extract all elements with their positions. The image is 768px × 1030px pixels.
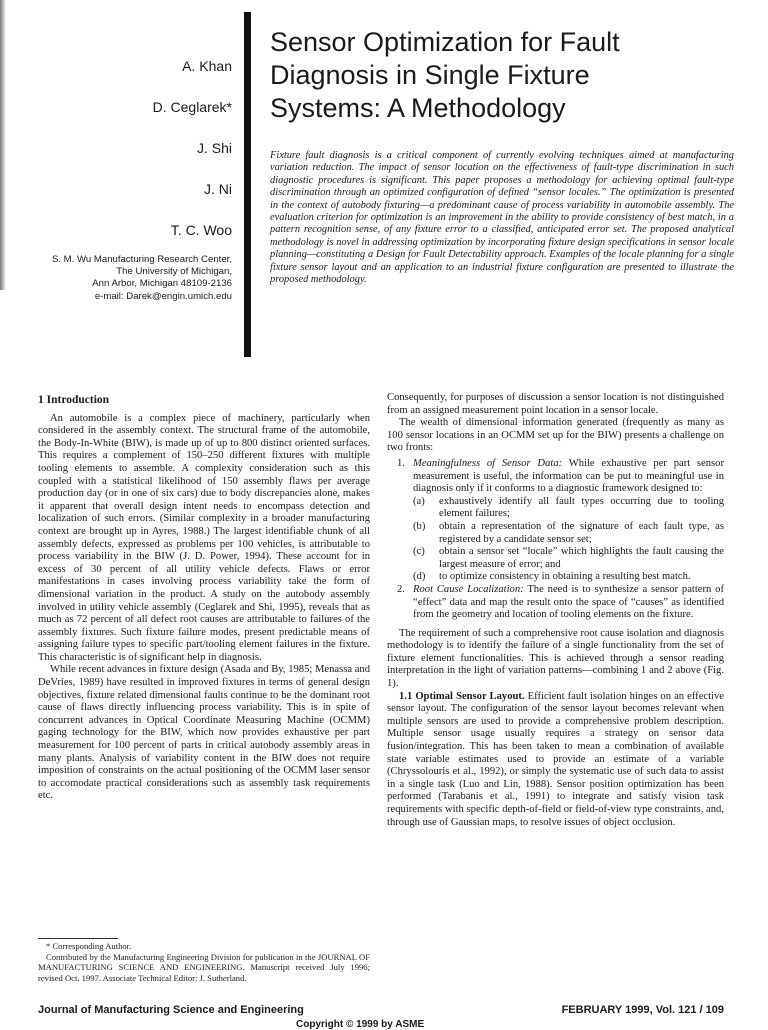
footnote-rule [38,938,118,939]
author-name: T. C. Woo [170,222,232,238]
affiliation-line: Ann Arbor, Michigan 48109-2136 [92,278,232,290]
list-number: 2. [397,583,405,595]
sub-list-number: (c) [413,546,425,558]
sub-list-item [413,546,724,571]
subsection-heading: 1.1 Optimal Sensor Layout. [399,690,525,702]
list-item [387,458,724,584]
title-line: Systems: A Methodology [270,93,566,123]
title-line: Diagnosis in Single Fixture [270,60,590,90]
paper-title [270,26,750,125]
list-item [387,584,724,622]
abstract: Fixture fault diagnosis is a critical component of currently evolving techniques aimed at manufacturing variation reduction. The impact of sensor location on the effectiveness of fault-type discrimination in such diagnostic procedures is significant. This paper proposes a methodology for achieving optimal fault-type discrimination through an optimized configuration of defined “sensor locales.” The optimization is presented in the context of autobody fixturing—a predominant cause of process variability in automobile assembly. The evaluation criterion for optimization is an improvement in the ability to provide consistency of best match, in a pattern recognition sense, of any fixture error to a classified, anticipated error set. The proposed analytical methodology is novel in addressing optimization by incorporating fixture design specifications in sensor locale planning—constituting a Design for Fault Detectability approach. Examples of the locale planning for a single fixture sensor layout and an application to an industrial fixture configuration are presented to illustrate the proposed methodology. [270,150,734,286]
copyright: Copyright © 1999 by ASME [296,1019,425,1030]
paragraph: While recent advances in fixture design (Asada and By, 1985; Menassa and DeVries, 1989) have resulted in improved fixtures in terms of general design objectives, fixture related dimensional faults continue to be the dominant root cause of flaws directly influencing process variability. This is in spite of concurrent advances in Optical Coordinate Measuring Machine (OCMM) gaging technology for the BIW, which now provides exhaustive per part measurement for 100 percent of parts in critical autobody assembly areas in many plants. Analysis of variability content in the BIW does not require imposition of constraints on the actual positioning of the OCMM laser sensor to accomodate practical considerations such as assembly task requirements etc. [38,664,370,802]
sub-list-number: (a) [413,495,425,507]
paragraph [387,691,724,830]
paragraph: An automobile is a complex piece of machinery, particularly when considered in the assembly context. The structural frame of the automobile, the Body-In-White (BIW), is made up of up to 800 distinct oriented surfaces. This requires a complement of 150–250 different fixtures with multiple tooling elements to assemble. A complexity consideration such as this coupled with a statistical likelihood of 150 assembly flaws per average production day (or in one of six cars) due to body discrepancies alone, makes it apparent that overall design intent needs to encompass detection and localization of such errors. (Similar complexity in a broader manufacturing context are brought up in Ayres, 1988.) The largest identifiable chunk of all assembly defects, expressed as problems per 100 vehicles, is attributable to process variability in the BIW (J. D. Power, 1994). These account for in excess of 30 percent of all utility vehicle defects. Flaws or error manifestations in cases involving process variability take the form of dimensional variation in the product. A study on the autobody assembly involved in utility vehicle assembly (Ceglarek and Shi, 1995), reveals that as much as 72 percent of all defect root causes are attributable to failures of the assembly fixtures. Such fixture failure modes, present predictable means of assigning failure types to specific part/tooling element failures in the fixture. This characteristic is of significant help in diagnosis. [38,412,370,663]
list-item-text: While exhaustive per part sensor measurement is useful, the information can be put to meaningful use in diagnosis only if it conforms to a diagnostic framework designed to: [413,457,724,495]
author-name: J. Shi [196,140,232,156]
paragraph: The requirement of such a comprehensive root cause isolation and diagnosis methodology is to identify the failure of a single functionality from the set of fixture element functionalities. This is achieved through a sensor reading interpretation in the light of variation patterns—combining 1 and 2 above (Fig. 1). [387,627,724,690]
title-line: Sensor Optimization for Fault [270,27,620,57]
affiliation-email: e-mail: Darek@engin.umich.edu [94,290,232,302]
scan-edge-shadow [0,0,6,290]
section-heading: 1 Introduction [38,394,110,406]
sub-list-item [413,521,724,546]
author-name: J. Ni [204,181,232,197]
list-item-title: Root Cause Localization: [413,583,524,595]
sub-list-text: exhaustively identify all fault types occurring due to tooling element failures; [439,495,724,520]
sub-list-text: to optimize consistency in obtaining a resulting best match. [439,571,691,583]
sub-list [413,496,724,584]
journal-name: Journal of Manufacturing Science and Engineering [38,1004,304,1016]
affiliation [52,254,232,303]
author-name: A. Khan [182,58,232,74]
author-name: D. Ceglarek* [152,99,232,115]
footnote-corresponding: * Corresponding Author. [46,941,132,951]
sub-list-number: (b) [413,520,426,532]
title-divider-bar [244,12,251,357]
list-item-title: Meaningfulness of Sensor Data: [413,457,563,469]
footnote-contributed: Contributed by the Manufacturing Engineering Division for publication in the JOURNAL OF MANUFACTURING SCIENCE AND ENGINEERING. Manuscript received July 1996; revised Oct. 1997. Associate Technical Editor: J. Sutherland. [38,951,370,983]
sub-list-item [413,496,724,521]
right-column [387,392,724,829]
list-item-text: The need is to synthesize a sensor pattern of “effect” data and map the result onto the space of “causes” as identified from the geometry and location of tooling elements on the fixture. [413,583,724,621]
numbered-list [387,458,724,622]
sub-list-text: obtain a representation of the signature of each fault type, as registered by a candidate sensor set; [439,520,724,545]
author-list [153,58,232,263]
sub-list-number: (d) [413,571,426,583]
footnote [38,941,370,983]
sub-list-text: obtain a sensor set “locale” which highlights the fault causing the largest measure of error; and [439,546,724,570]
sub-list-item [413,571,724,584]
issue-info: FEBRUARY 1999, Vol. 121 / 109 [561,1004,724,1016]
paragraph: Consequently, for purposes of discussion a sensor location is not distinguished from an assigned measurement point location in a sensor locale. [387,392,724,416]
paragraph: The wealth of dimensional information generated (frequently as many as 100 sensor locations in an OCMM set up for the BIW) presents a challenge on two fronts: [387,417,724,454]
affiliation-line: The University of Michigan, [116,266,232,278]
left-column [38,392,370,803]
subsection-text: Efficient fault isolation hinges on an effective sensor layout. The configuration of the sensor layout becomes relevant when multiple sensors are used to provide a comprehensive problem description. Multiple sensor usage usually requires a strategy on sensor data fusion/integration. This has been taken to mean a combination of available state variable estimates used to provide an estimate of a variable (Chryssolouris et al., 1992), or simply the systematic use of such data to assist in a single task (Luo and Lin, 1988). Sensor position optimization has been performed (Tarabanis et al., 1991) to integrate and satisfy vision task requirements with specific depth-of-field or field-of-view type constraints, and, through use of Gaussian maps, to resolve issues of object occlusion. [387,690,725,828]
affiliation-line: S. M. Wu Manufacturing Research Center, [51,254,232,265]
list-number: 1. [397,457,405,469]
